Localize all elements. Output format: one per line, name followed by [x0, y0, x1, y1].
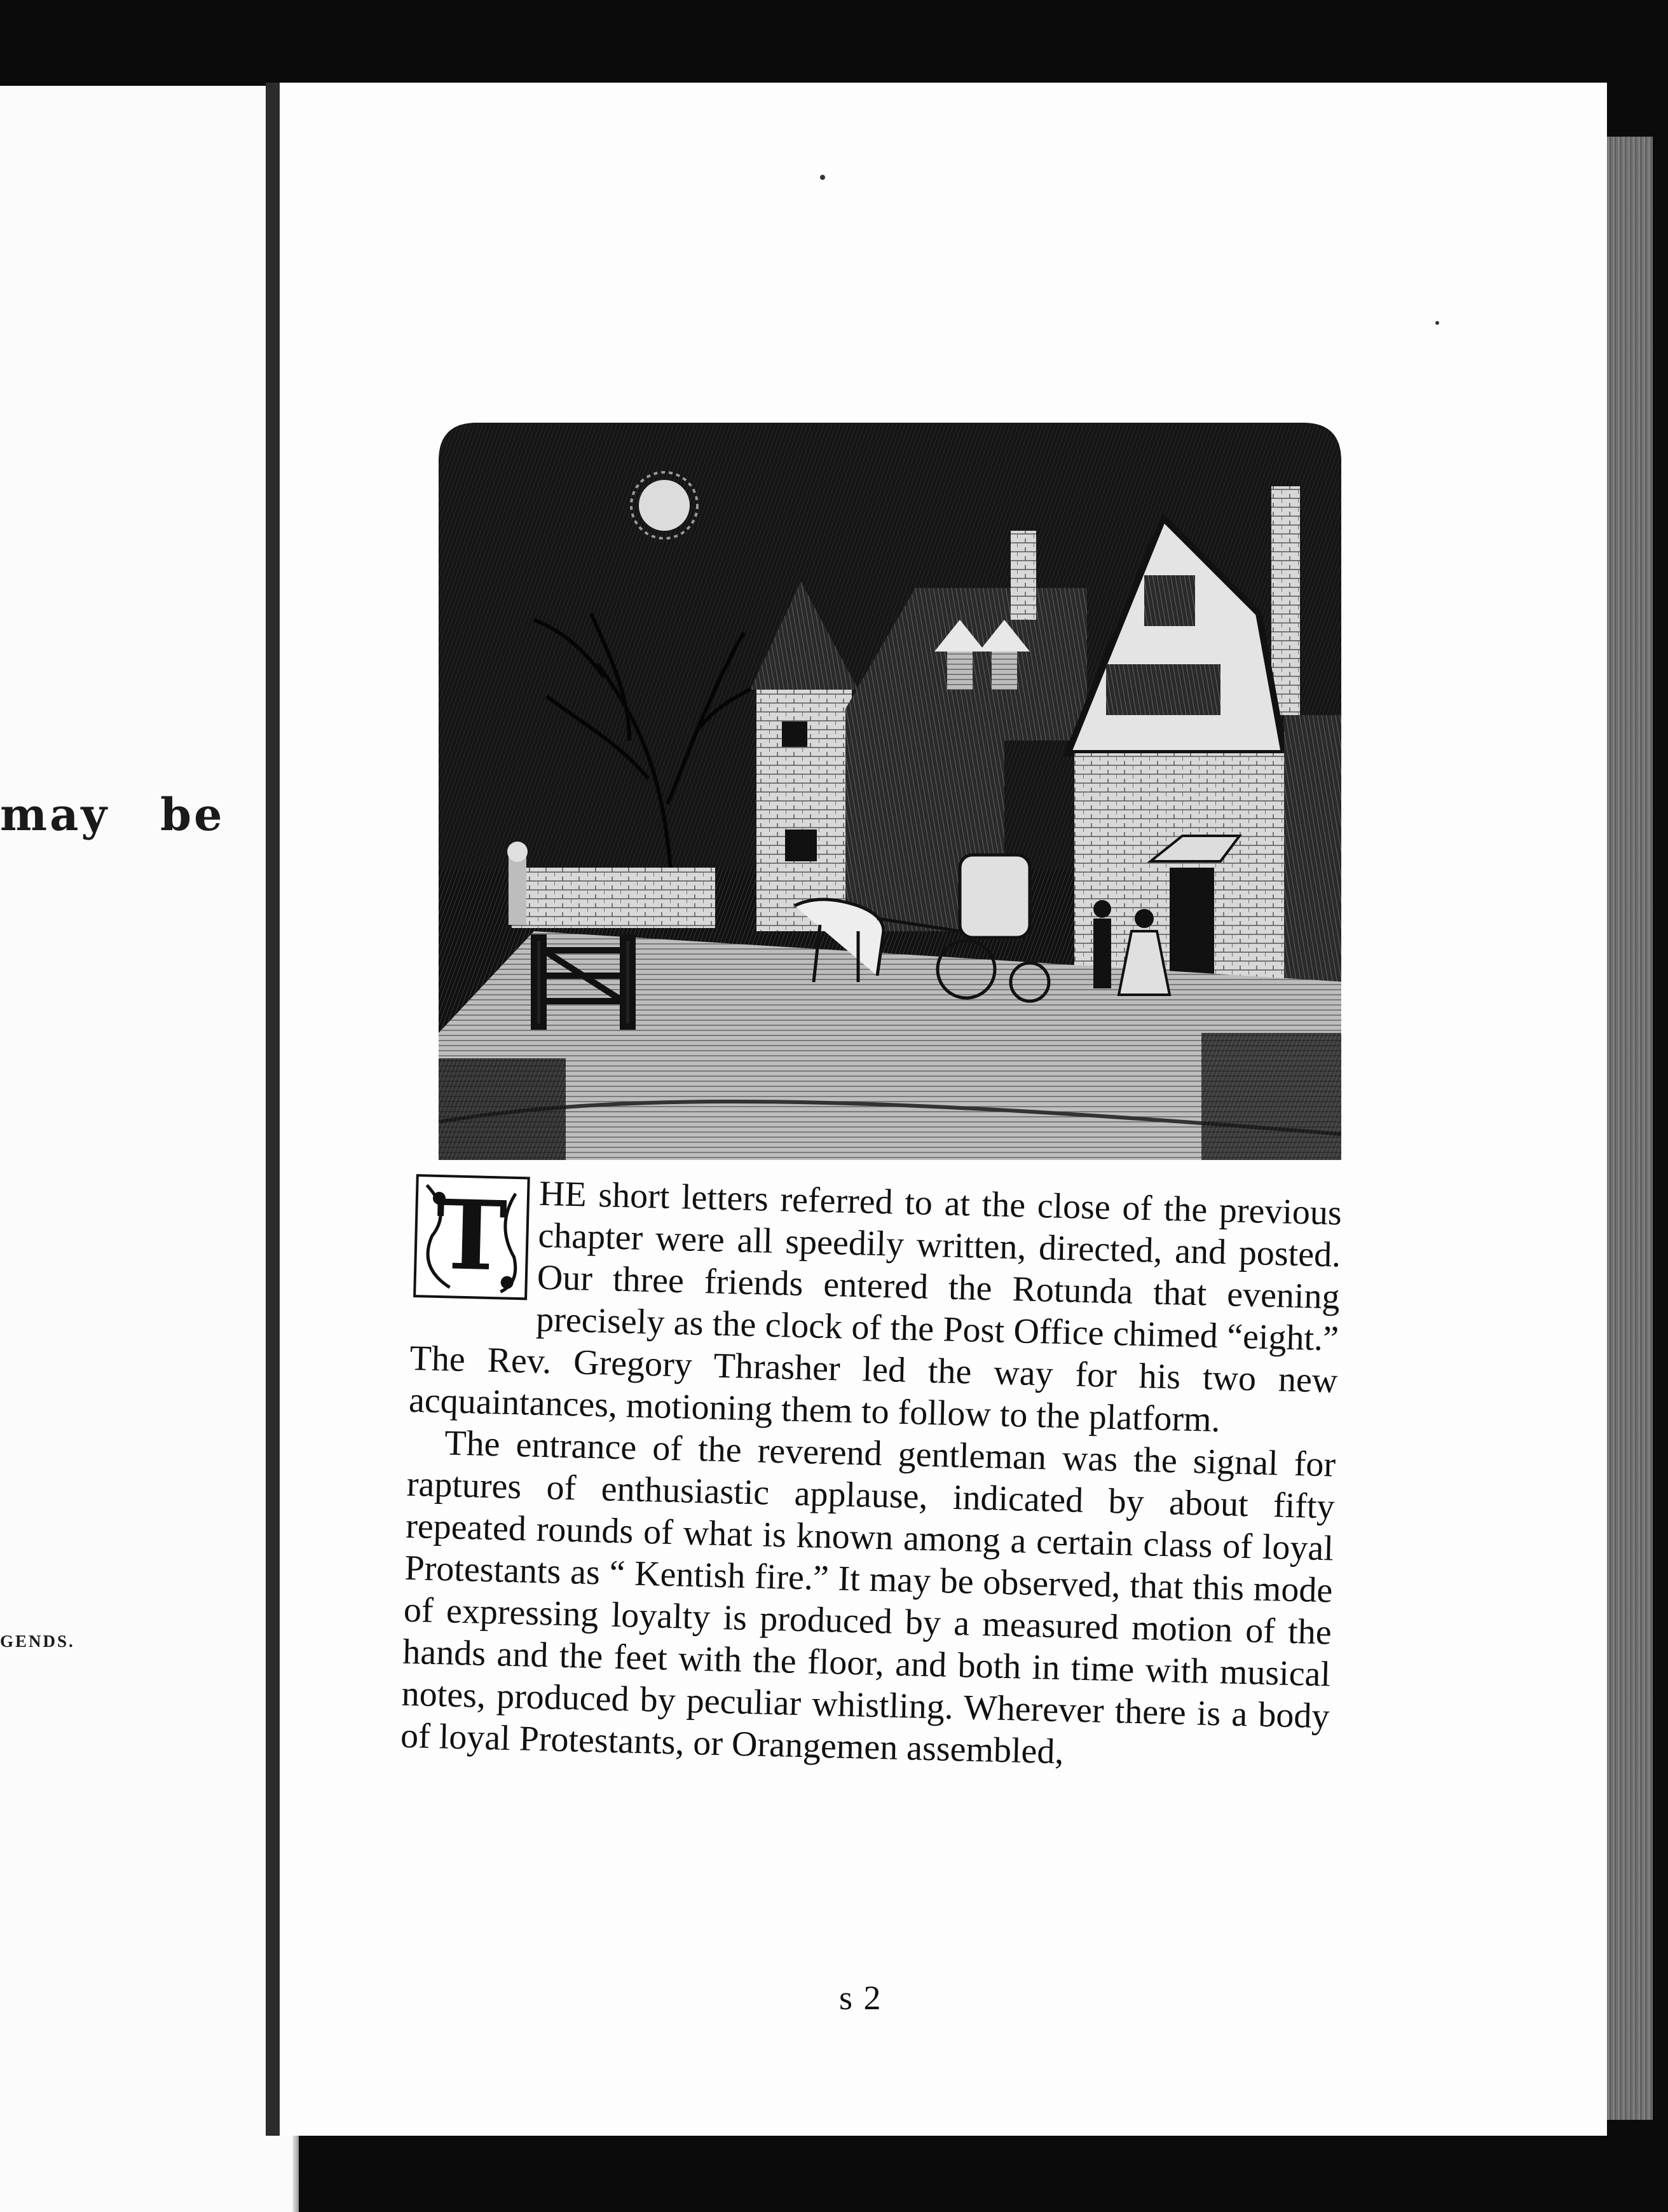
left-fragment-word-may: may	[0, 788, 110, 841]
left-page-fragment	[0, 788, 225, 841]
speck	[820, 175, 825, 180]
left-fragment-word-be: be	[160, 788, 225, 841]
page-edges	[1602, 137, 1653, 2120]
paragraph-2: The entrance of the reverend gentleman was the signal for raptures of enthusiastic applause, indicated by about fifty repeated rounds of what is known among a certain class of loyal Protestants as “ Kentish fire.” It may be observed, that this mode of expressing loyalty is produced by a measured motion of the hands and the feet with the floor, and both in time with musical notes, produced by peculiar whistling. Wherever there is a body of loyal Protestants, or Orangemen assembled,	[400, 1423, 1336, 1772]
page-number: s 2	[839, 1979, 882, 2017]
speck	[1435, 321, 1439, 325]
body-text	[400, 1170, 1342, 1779]
paragraph-1: HE short letters referred to at the close of the previous chapter were all speedily written, directed, and posted. Our three friends entered the Rotunda that evening precisely as the clock of the Post Office chimed “eight.” The Rev. Gregory Thrasher led the way for his two new acquaintances, motioning them to follow to the platform.	[408, 1173, 1343, 1440]
dropcap-ornament	[411, 1172, 532, 1302]
dropcap-letter: T	[434, 1178, 509, 1293]
engraving-illustration	[439, 423, 1348, 1160]
left-page	[0, 86, 299, 2212]
left-page-gends: GENDS.	[0, 1632, 75, 1651]
